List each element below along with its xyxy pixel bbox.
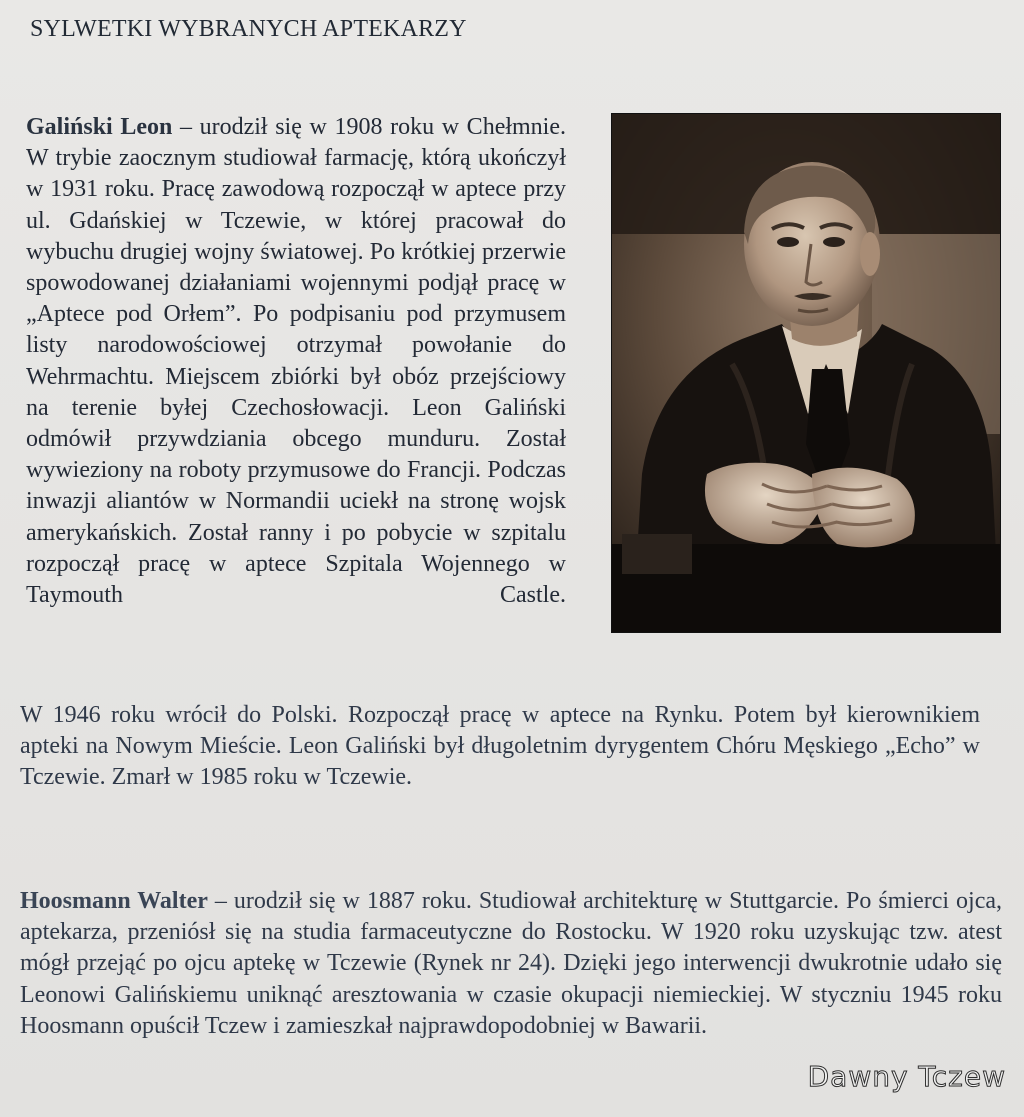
section-heading: SYLWETKI WYBRANYCH APTEKARZY bbox=[30, 16, 467, 42]
bio-galinski bbox=[26, 112, 566, 611]
portrait-image bbox=[612, 114, 1000, 632]
bio-galinski-continued: W 1946 roku wrócił do Polski. Rozpoczął pracę w aptece na Rynku. Potem był kierownikiem apteki na Nowym Mieście. Leon Galiński był długoletnim dyrygentem Chóru Męskiego „Echo” w Tczewie. Zmarł w 1985 roku w Tczewie. bbox=[20, 702, 980, 791]
watermark-text: Dawny Tczew bbox=[807, 1060, 1006, 1093]
bio-galinski-paragraph bbox=[26, 112, 566, 611]
bio-galinski-text: – urodził się w 1908 roku w Chełmnie. W trybie zaocznym studiował farmację, którą ukończył w 1931 roku. Pracę zawodową rozpoczął w aptece przy ul. Gdańskiej w Tczewie, w której pracował do wybuchu drugiej wojny światowej. Po krótkiej przerwie spowodowanej działaniami wojennymi podjął pracę w „Aptece pod Orłem”. Po podpisaniu pod przymusem listy narodowościowej otrzymał powołanie do Wehrmachtu. Miejscem zbiórki był obóz przejściowy na terenie byłej Czechosłowacji. Leon Galiński odmówił przywdziania obcego munduru. Został wywieziony na roboty przymusowe do Francji. Podczas inwazji aliantów w Normandii uciekł na stronę wojsk amerykańskich. Został ranny i po pobycie w szpitalu rozpoczął pracę w aptece Szpitala Wojennego w Taymouth Castle. bbox=[26, 114, 566, 609]
bio-hoosmann-text: – urodził się w 1887 roku. Studiował architekturę w Stuttgarcie. Po śmierci ojca, aptekarza, przeniósł się na studia farmaceutyczne do Rostocku. W 1920 roku uzyskując tzw. atest mógł przejąć po ojcu aptekę w Tczewie (Rynek nr 24). Dzięki jego interwencji dwukrotnie udało się Leonowi Galińskiemu uniknąć aresztowania w czasie okupacji niemieckiej. W styczniu 1945 roku Hoosmann opuścił Tczew i zamieszkał najprawdopodobniej w Bawarii. bbox=[20, 888, 1002, 1039]
portrait-photo bbox=[612, 114, 1000, 632]
bio-galinski-name: Galiński Leon bbox=[26, 114, 173, 140]
bio-hoosmann-name: Hoosmann Walter bbox=[20, 888, 208, 914]
bio-hoosmann bbox=[20, 886, 1002, 1042]
